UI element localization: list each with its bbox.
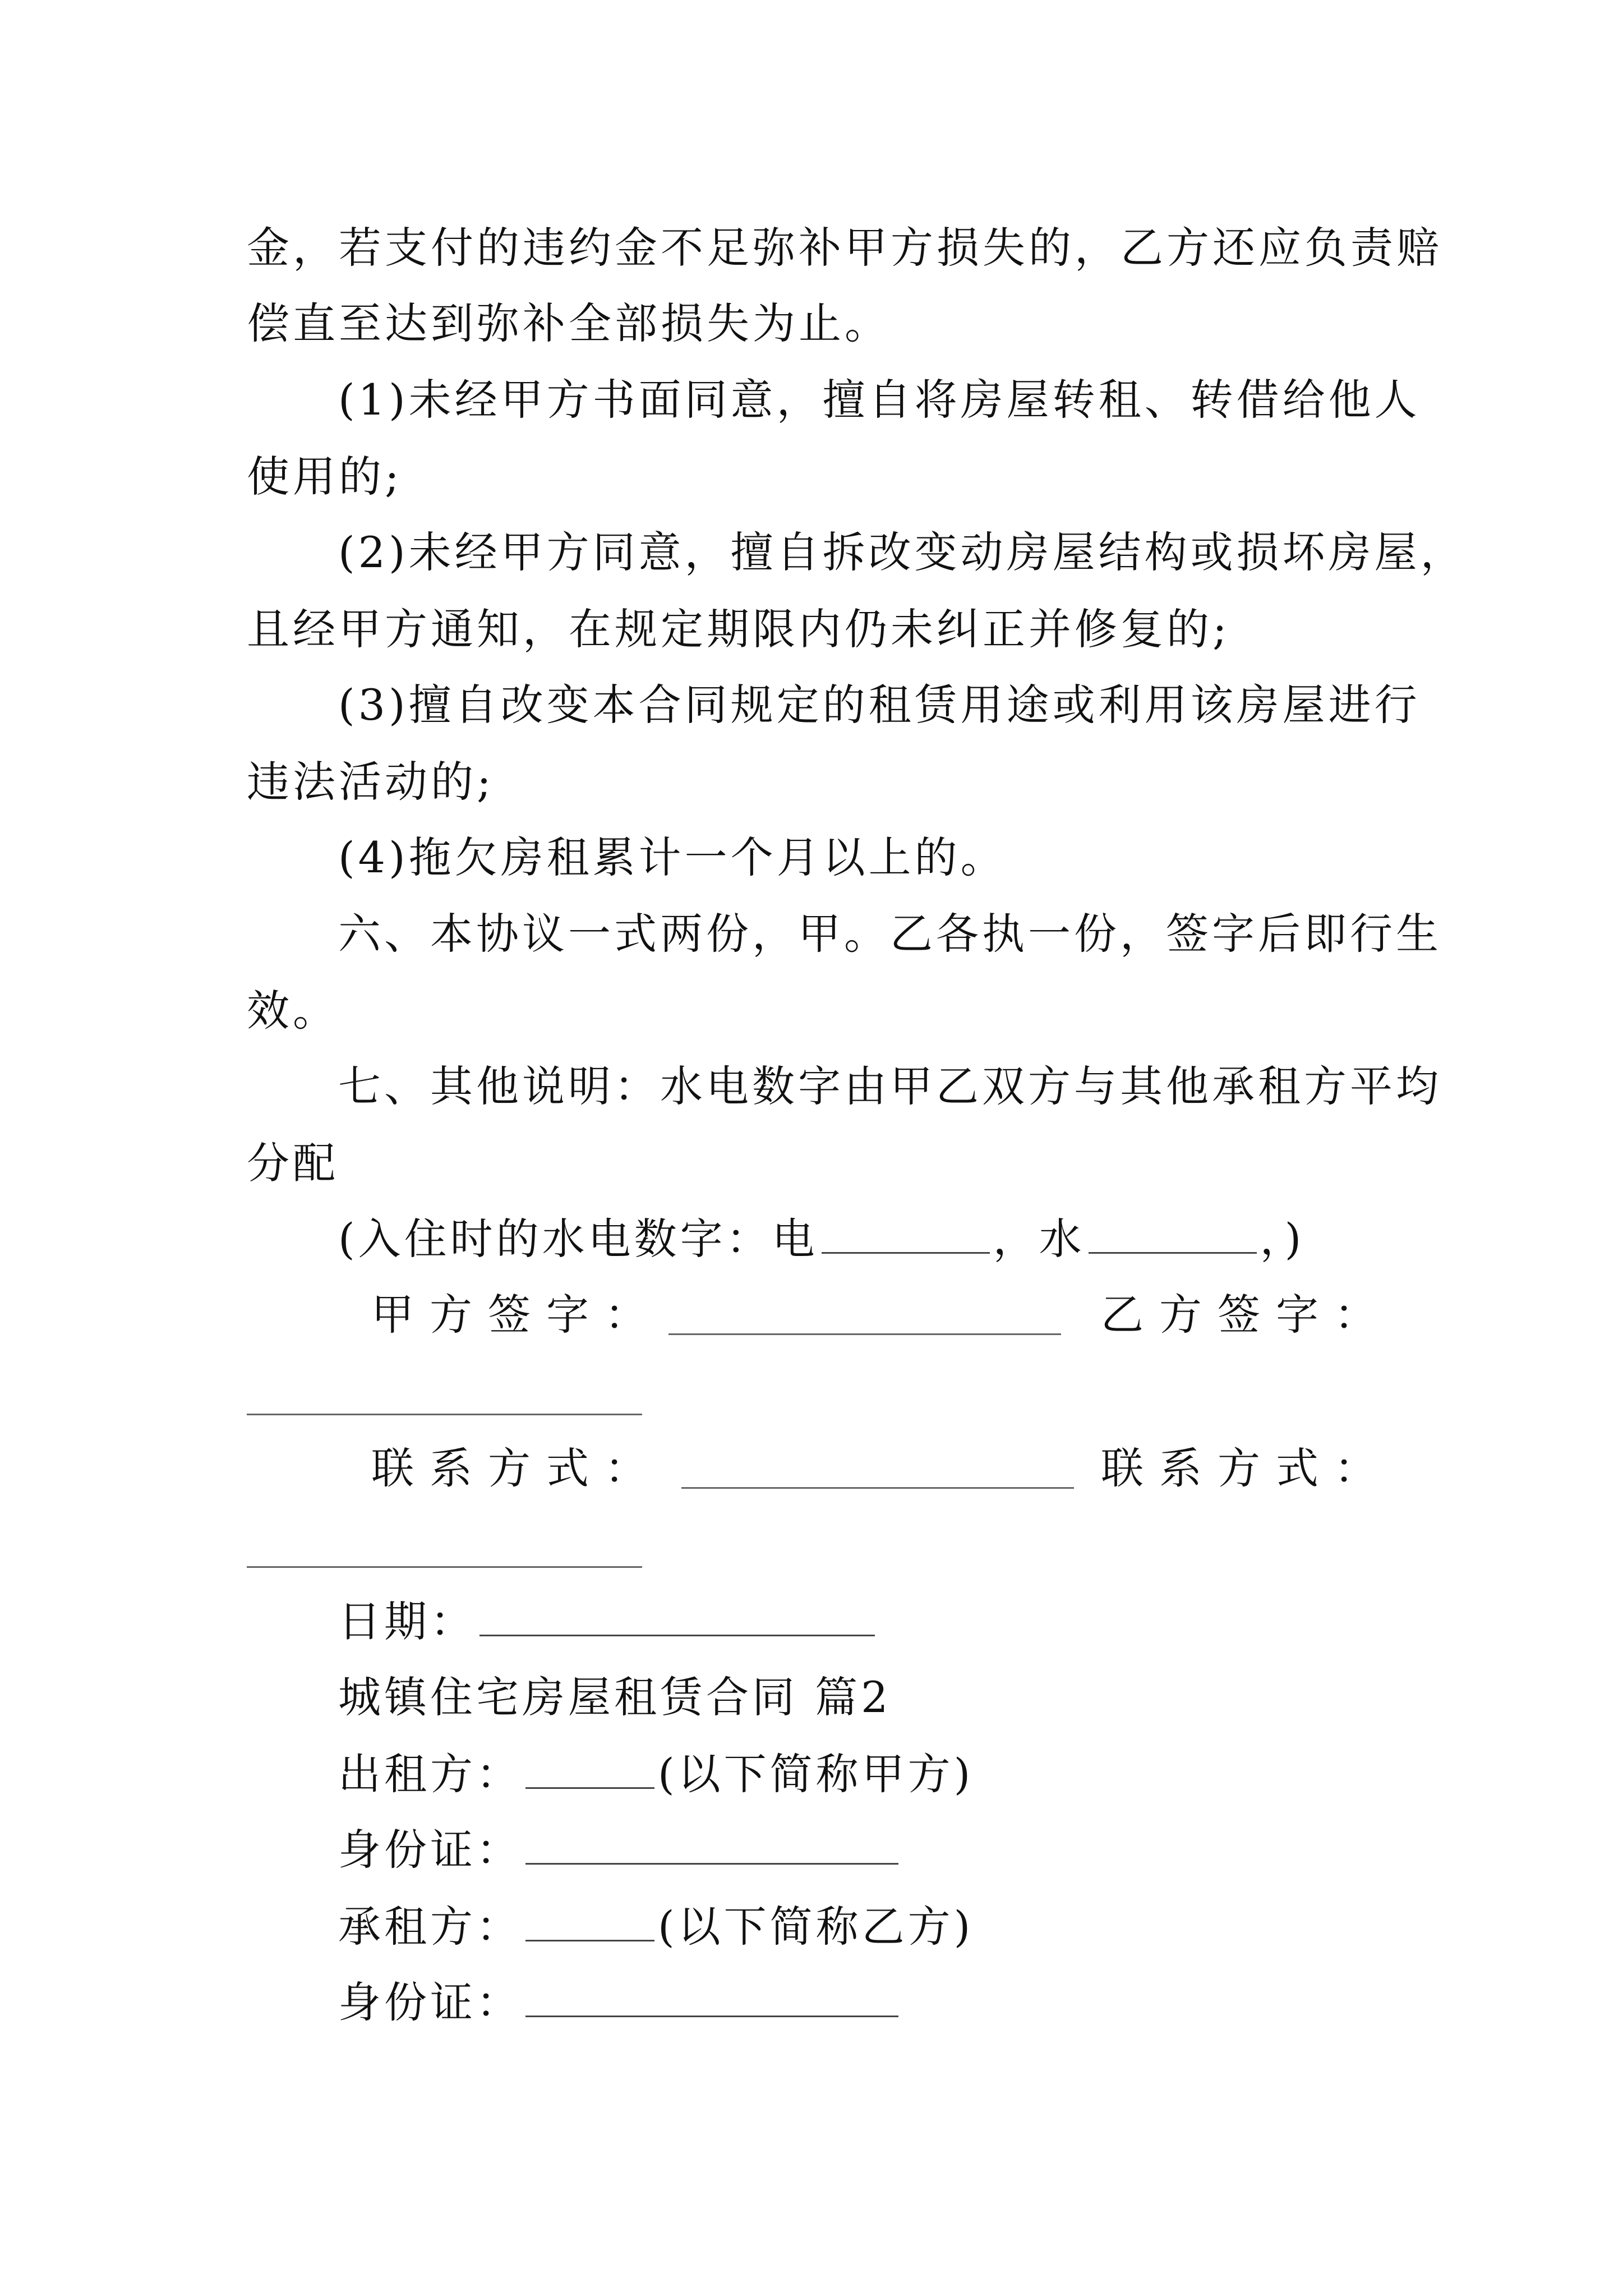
- party-b-contact-blank: [247, 1566, 642, 1568]
- clause-4-line: [338, 832, 1391, 883]
- utility-suffix: ，): [1260, 1214, 1305, 1264]
- party-a-contact-blank: [681, 1487, 1074, 1489]
- water-blank: [1089, 1252, 1257, 1254]
- lessee-id-line: [338, 1977, 1391, 2028]
- section-7-line-2: [247, 1138, 1391, 1189]
- clause-3-line-1: [338, 680, 1421, 730]
- lessee-line: [338, 1902, 1391, 1952]
- clause-1-line-1: [338, 375, 1421, 425]
- section-6-text: 六、本协议一式两份，甲。乙各执一份，签字后即行生: [338, 909, 1442, 959]
- party-b-signature-blank: [247, 1414, 642, 1415]
- signature-row: [247, 1290, 1391, 1346]
- section-6-line-2: [247, 986, 1391, 1036]
- utility-middle: ，水: [993, 1214, 1085, 1264]
- text-line-2: [247, 298, 1391, 349]
- party-a-signature-blank: [668, 1333, 1061, 1335]
- line-2-text: 偿直至达到弥补全部损失为止。: [247, 298, 891, 348]
- clause-3-continuation: 违法活动的;: [247, 757, 495, 807]
- utility-readings-line: [338, 1214, 1391, 1264]
- text-line-1: [247, 223, 1442, 273]
- party-b-contact-label: 联系方式：: [1101, 1443, 1393, 1493]
- section-6-line-1: [338, 909, 1442, 959]
- clause-3-text: (3)擅自改变本合同规定的租赁用途或利用该房屋进行: [338, 680, 1421, 730]
- clause-1-text: (1)未经甲方书面同意，擅自将房屋转租、转借给他人: [338, 375, 1421, 425]
- lessor-id-label: 身份证：: [338, 1825, 522, 1875]
- lessor-blank: [525, 1787, 654, 1789]
- date-label: 日期：: [338, 1596, 476, 1646]
- contact-row: [247, 1443, 1391, 1499]
- party-a-contact-label: 联系方式：: [371, 1443, 663, 1493]
- lessee-blank: [525, 1940, 654, 1941]
- section-6-continuation: 效。: [247, 986, 339, 1036]
- electricity-blank: [822, 1252, 990, 1254]
- lessee-label: 承租方：: [338, 1902, 522, 1952]
- clause-2-line-2: [247, 604, 1391, 655]
- lessor-id-blank: [525, 1863, 898, 1865]
- lessor-line: [338, 1749, 1391, 1800]
- lessor-suffix: (以下简称甲方): [658, 1749, 974, 1799]
- clause-2-line-1: [338, 527, 1467, 578]
- section-7-line-1: [338, 1061, 1442, 1112]
- section-title-line: [338, 1672, 1391, 1723]
- lessee-suffix: (以下简称乙方): [658, 1902, 974, 1952]
- clause-3-line-2: [247, 757, 1391, 807]
- clause-4-text: (4)拖欠房租累计一个月以上的。: [338, 832, 1007, 882]
- utility-prefix: (入住时的水电数字：电: [338, 1214, 818, 1264]
- party-a-signature-label: 甲方签字：: [371, 1290, 663, 1340]
- clause-2-text: (2)未经甲方同意，擅自拆改变动房屋结构或损坏房屋，: [338, 527, 1467, 577]
- lessor-id-line: [338, 1825, 1391, 1875]
- date-line: [338, 1596, 1391, 1647]
- clause-1-continuation: 使用的;: [247, 452, 403, 501]
- contract-section-title: 城镇住宅房屋租赁合同 篇2: [338, 1672, 892, 1722]
- date-blank: [479, 1635, 875, 1636]
- party-b-signature-label: 乙方签字：: [1101, 1290, 1393, 1340]
- clause-1-line-2: [247, 452, 1391, 502]
- lessor-label: 出租方：: [338, 1749, 522, 1799]
- clause-2-continuation: 且经甲方通知，在规定期限内仍未纠正并修复的;: [247, 604, 1230, 654]
- lessee-id-label: 身份证：: [338, 1977, 522, 2027]
- section-7-continuation: 分配: [247, 1138, 339, 1188]
- line-1-text: 金，若支付的违约金不足弥补甲方损失的，乙方还应负责赔: [247, 223, 1442, 273]
- section-7-text: 七、其他说明：水电数字由甲乙双方与其他承租方平均: [338, 1061, 1442, 1111]
- lessee-id-blank: [525, 2016, 898, 2017]
